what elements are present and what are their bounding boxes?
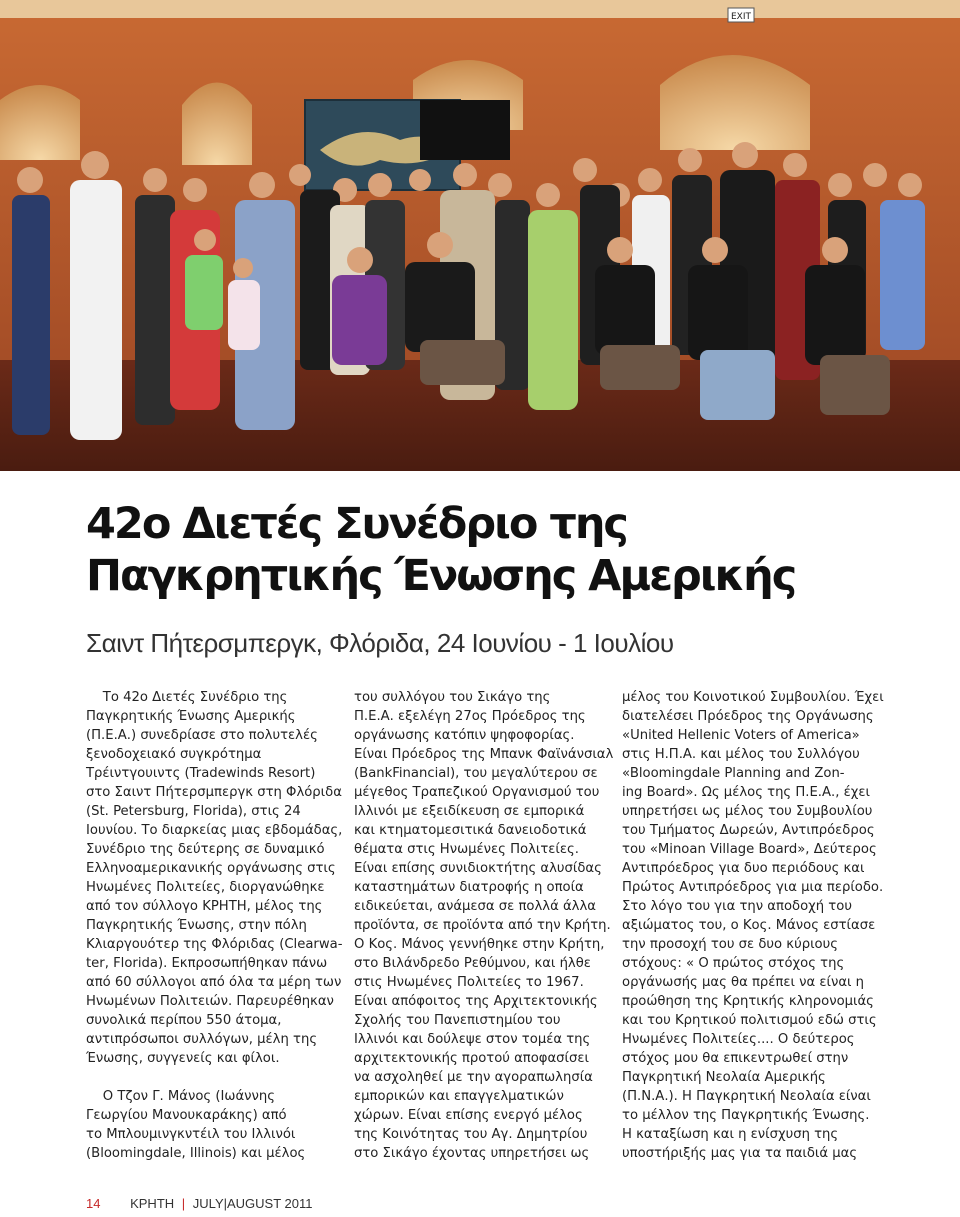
text-line: «Bloomingdale Planning and Zon-: [622, 766, 845, 781]
text-line: Ο Κος. Μάνος γεννήθηκε στην Κρήτη,: [354, 937, 605, 952]
text-line: του Τμήματος Δωρεών, Αντιπρόεδρος: [622, 823, 875, 838]
text-line: Ηνωμένες Πολιτείες, διοργανώθηκε: [86, 880, 325, 895]
text-column-3: [622, 688, 887, 1163]
text-line: του συλλόγου του Σικάγο της: [354, 690, 551, 705]
text-line: στο Σαιντ Πήτερσμπεργκ στη Φλόριδα: [86, 785, 342, 800]
text-line: Παγκρητικής Ένωσης Αμερικής: [86, 709, 296, 724]
text-line: συνολικά περίπου 550 άτομα,: [86, 1013, 282, 1028]
text-line: Το 42ο Διετές Συνέδριο της: [86, 690, 288, 705]
text-line: Ένωσης, συγγενείς και φίλοι.: [86, 1051, 280, 1066]
text-line: ξενοδοχειακό συγκρότημα: [86, 747, 262, 762]
magazine-name: ΚΡΗΤΗ: [130, 1196, 175, 1211]
text-line: Είναι απόφοιτος της Αρχιτεκτονικής: [354, 994, 598, 1009]
text-column-1: [86, 688, 343, 1163]
text-line: (Π.Ν.Α.). Η Παγκρητική Νεολαία είναι: [622, 1089, 871, 1104]
exit-sign: EXIT: [730, 12, 752, 22]
text-line: από τον σύλλογο ΚΡΗΤΗ, μέλος της: [86, 899, 323, 914]
footer-separator: |: [181, 1196, 186, 1211]
text-line: στις Η.Π.Α. και μέλος του Συλλόγου: [622, 747, 860, 762]
article-subtitle: Σαιντ Πήτερσμπεργκ, Φλόριδα, 24 Ιουνίου - 1 Ιουλίου: [86, 628, 674, 658]
text-line: αντιπρόσωποι συλλόγων, μέλη της: [86, 1032, 318, 1047]
text-line: από 60 σύλλογοι από όλα τα μέρη των: [86, 975, 342, 990]
text-line: Τρέιντγουιντς (Tradewinds Resort): [86, 766, 316, 781]
text-line: στόχος μου θα επικεντρωθεί στην: [622, 1051, 849, 1066]
text-line: (St. Petersburg, Florida), στις 24: [86, 804, 301, 819]
text-line: στο Σικάγο έχοντας υπηρετήσει ως: [354, 1146, 590, 1161]
text-line: Ο Τζον Γ. Μάνος (Ιωάννης: [86, 1089, 275, 1104]
text-line: Είναι Πρόεδρος της Μπανκ Φαϊνάνσιαλ: [354, 747, 614, 762]
text-line: Ιλλινόι με εξειδίκευση σε εμπορικά: [354, 804, 585, 819]
page-number: 14: [86, 1196, 101, 1211]
text-line: υποστήριξής μας για τα παιδιά μας: [622, 1146, 858, 1161]
text-line: Παγκρητική Νεολαία Αμερικής: [622, 1070, 826, 1085]
text-line: Παγκρητικής Ένωσης, στην πόλη: [86, 918, 307, 933]
text-line: μέλος του Κοινοτικού Συμβουλίου. Έχει: [622, 690, 884, 705]
text-line: Στο λόγο του για την αποδοχή του: [622, 899, 852, 914]
text-line: αρχιτεκτονικής προτού αποφασίσει: [354, 1051, 589, 1066]
text-line: το Μπλουμινγκντέιλ του Ιλλινόι: [86, 1127, 296, 1142]
text-line: το μέλλον της Παγκρητικής Ένωσης.: [622, 1108, 870, 1123]
text-line: προώθηση της Κρητικής κληρονομιάς: [622, 994, 874, 1009]
text-line: Η καταξίωση και η ενίσχυση της: [622, 1127, 839, 1142]
text-line: ter, Florida). Εκπροσωπήθηκαν πάνω: [86, 956, 328, 971]
text-line: (Bloomingdale, Illinois) και μέλος: [86, 1146, 306, 1161]
text-line: στο Βιλάνδρεδο Ρεθύμνου, και ήλθε: [354, 956, 591, 971]
text-line: Γεωργίου Μανουκαράκης) από: [86, 1108, 287, 1123]
paragraph-1: [86, 688, 343, 1068]
text-line: Συνέδριο της δεύτερης σε δυναμικό: [86, 842, 325, 857]
text-line: της Κοινότητας του Αγ. Δημητρίου: [354, 1127, 588, 1142]
text-line: να ασχοληθεί με την αγοραπωλησία: [354, 1070, 593, 1085]
text-line: «United Hellenic Voters of America»: [622, 728, 860, 743]
text-line: εμπορικών και επαγγελματικών: [354, 1089, 564, 1104]
text-line: ειδικεύεται, ανάμεσα σε πολλά άλλα: [354, 899, 596, 914]
text-line: και κτηματομεσιτικά δανειοδοτικά: [354, 823, 587, 838]
text-line: Ιλλινόι και δούλεψε στον τομέα της: [354, 1032, 591, 1047]
text-line: και του Κρητικού πολιτισμού εδώ στις: [622, 1013, 877, 1028]
text-line: αξιώματος του, ο Κος. Μάνος εστίασε: [622, 918, 876, 933]
text-line: Κλιαργουότερ της Φλόριδας (Clearwa-: [86, 937, 343, 952]
text-line: Ηνωμένων Πολιτειών. Παρευρέθηκαν: [86, 994, 334, 1009]
text-line: προϊόντα, σε προϊόντα από την Κρήτη.: [354, 918, 611, 933]
text-line: Ιουνίου. Το διαρκείας μιας εβδομάδας,: [86, 823, 343, 838]
headline-line-1: 42ο Διετές Συνέδριο της: [86, 499, 627, 549]
text-line: υπηρετήσει ως μέλος του Συμβουλίου: [622, 804, 873, 819]
stage-speaker: [420, 100, 510, 160]
text-line: του «Minoan Village Board», Δεύτερος: [622, 842, 877, 857]
text-line: Αντιπρόεδρος για δυο περιόδους και: [622, 861, 865, 876]
text-line: οργάνωσής μας θα πρέπει να είναι η: [622, 975, 865, 990]
text-line: (Π.Ε.Α.) συνεδρίασε στο πολυτελές: [86, 728, 318, 743]
paragraph-2: [86, 1087, 336, 1163]
text-line: ing Board». Ως μέλος της Π.Ε.Α., έχει: [622, 785, 870, 800]
article-headline: [86, 498, 946, 602]
text-line: καταστημάτων διατροφής η οποία: [354, 880, 584, 895]
paragraph-4: [622, 688, 887, 1163]
text-line: Πρώτος Αντιπρόεδρος για μια περίοδο.: [622, 880, 884, 895]
text-column-2: [354, 688, 614, 1163]
text-line: Ελληνοαμερικανικής οργάνωσης στις: [86, 861, 336, 876]
text-line: στις Ηνωμένες Πολιτείες το 1967.: [354, 975, 584, 990]
text-line: την προσοχή του σε δυο κύριους: [622, 937, 838, 952]
text-line: οργάνωσης κατόπιν ψηφοφορίας.: [354, 728, 575, 743]
headline-line-2: Παγκρητικής Ένωσης Αμερικής: [86, 551, 796, 601]
text-line: μέγεθος Τραπεζικού Οργανισμού του: [354, 785, 600, 800]
text-line: Π.Ε.Α. εξελέγη 27ος Πρόεδρος της: [354, 709, 586, 724]
page-footer: [86, 1196, 313, 1211]
paragraph-3: [354, 688, 614, 1163]
text-line: θέματα στις Ηνωμένες Πολιτείες.: [354, 842, 579, 857]
text-line: Είναι επίσης συνιδιοκτήτης αλυσίδας: [354, 861, 602, 876]
text-line: διατελέσει Πρόεδρος της Οργάνωσης: [622, 709, 874, 724]
text-line: Ηνωμένες Πολιτείες.... Ο δεύτερος: [622, 1032, 855, 1047]
text-line: Σχολής του Πανεπιστημίου του: [354, 1013, 561, 1028]
text-line: στόχους: « Ο πρώτος στόχος της: [622, 956, 845, 971]
group-photo: [0, 0, 960, 471]
text-line: (BankFinancial), του μεγαλύτερου σε: [354, 766, 598, 781]
text-line: χώρων. Είναι επίσης ενεργό μέλος: [354, 1108, 583, 1123]
issue-date: JULY|AUGUST 2011: [192, 1196, 313, 1211]
